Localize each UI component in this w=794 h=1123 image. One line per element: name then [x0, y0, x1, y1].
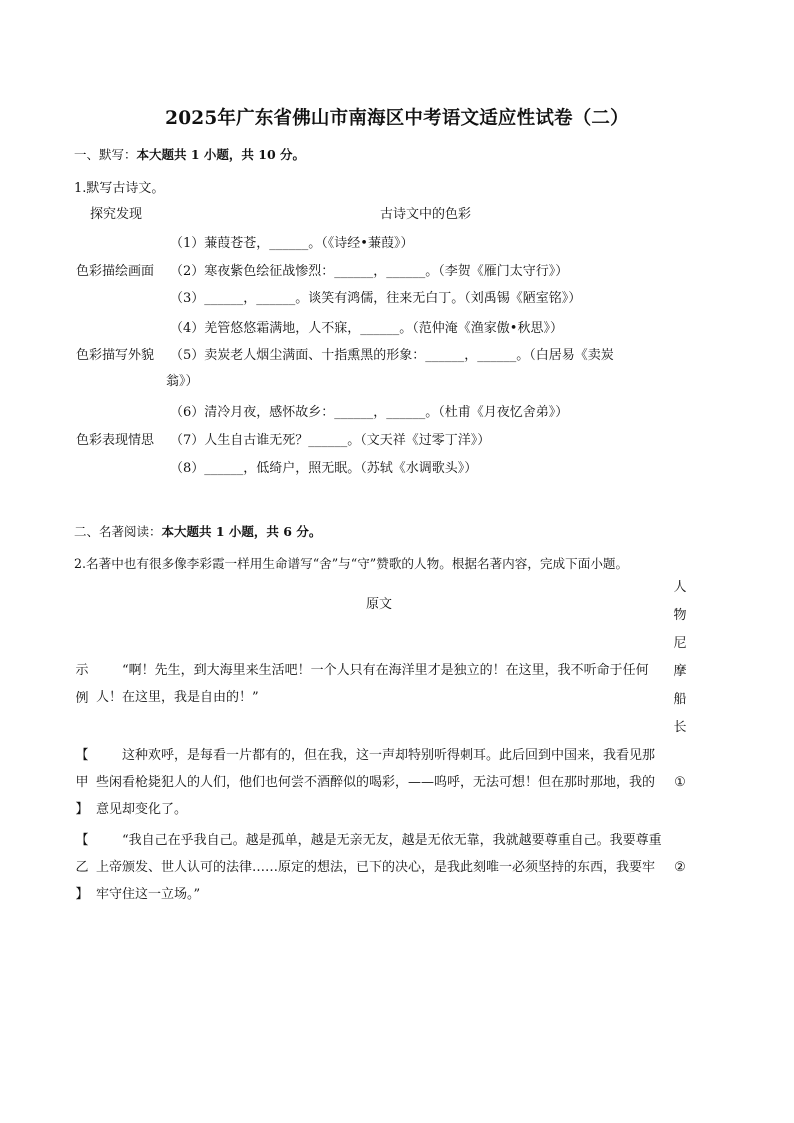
row-person-example-char-4: 长: [673, 720, 687, 735]
row-text-jia: 这种欢呼，是每看一片都有的，但在我，这一声却特别听得刺耳。此后回到中国来，我看见那些闲看枪毙犯人的人们，他们也何尝不酒醉似的喝彩，——呜呼，无法可想！但在那时那地，我的意见却变化了。: [96, 748, 656, 817]
row-label-jia-char-2: 甲: [75, 775, 89, 790]
section1-heading-bold: 本大题共 1 小题，共 10 分。: [136, 147, 306, 162]
row-label-example: [72, 657, 92, 713]
row-person-example: [670, 630, 690, 742]
section2-heading-bold: 本大题共 1 小题，共 6 分。: [161, 524, 322, 539]
group-label-1: 色彩描绘画面: [76, 264, 155, 279]
table-header-original: 原文: [366, 597, 393, 612]
question-2: 2.名著中也有很多像李彩霞一样用生命谱写“舍”与“守”赞歌的人物。根据名著内容，完成下面小题。: [74, 556, 629, 571]
poem-line-1: （1）蒹葭苍苍，______。（《诗经•蒹葭》）: [170, 236, 414, 251]
row-label-yi-char-1: 【: [75, 833, 89, 848]
person-header-char-1: 人: [673, 580, 687, 595]
poem-line-6: （6）清冷月夜，感怀故乡：______，______。（杜甫《月夜忆舍弟》）: [170, 405, 569, 420]
row-label-yi-char-2: 乙: [75, 860, 89, 875]
row-label-jia: [72, 742, 92, 823]
poem-line-2: （2）寒夜紫色绘征战惨烈：______，______。（李贺《雁门太守行》）: [170, 264, 569, 279]
section1-heading-prefix: 一、默写：: [74, 147, 137, 162]
row-person-example-char-2: 摩: [673, 664, 687, 679]
poem-line-5: （5）卖炭老人烟尘满面、十指熏黑的形象：______，______。（白居易《卖炭: [170, 348, 614, 363]
section1-heading: [74, 145, 305, 163]
poem-line-4: （4）羌管悠悠霜满地，人不寐，______。（范仲淹《渔家傲•秋思》）: [170, 321, 563, 336]
person-header-char-2: 物: [673, 608, 687, 623]
table-header-explore: 探究发现: [90, 207, 143, 222]
row-person-example-char-3: 船: [673, 692, 687, 707]
poem-line-8: （8）______，低绮户，照无眠。（苏轼《水调歌头》）: [170, 461, 478, 476]
page-title: 2025年广东省佛山市南海区中考语文适应性试卷（二）: [165, 108, 629, 129]
row-label-jia-char-3: 】: [75, 802, 89, 817]
group-label-3: 色彩表现情思: [76, 433, 155, 448]
row-person-jia: ①: [674, 775, 686, 790]
row-label-yi-char-3: 】: [75, 887, 89, 902]
table-header-person: [670, 574, 690, 630]
poem-line-3: （3）______，______。谈笑有鸿儒，往来无白丁。（刘禹锡《陋室铭》）: [170, 291, 582, 306]
section2-heading: [74, 522, 321, 540]
row-label-jia-char-1: 【: [75, 748, 89, 763]
row-text-example: “啊！先生，到大海里来生活吧！一个人只有在海洋里才是独立的！在这里，我不听命于任何人！在这里，我是自由的！”: [96, 663, 649, 705]
poem-line-5-cont: 翁》）: [166, 374, 199, 389]
row-label-example-char-2: 例: [75, 691, 89, 706]
row-label-example-char-1: 示: [75, 663, 89, 678]
question-1: 1.默写古诗文。: [74, 181, 165, 196]
row-person-example-char-1: 尼: [673, 636, 687, 651]
group-label-2: 色彩描写外貌: [76, 348, 155, 363]
row-person-yi: ②: [674, 860, 686, 875]
table-header-colors: 古诗文中的色彩: [380, 207, 472, 222]
row-label-yi: [72, 827, 92, 908]
row-text-yi: “我自己在乎我自己。越是孤单，越是无亲无友，越是无依无靠，我就越要尊重自己。我要尊重上帝颁发、世人认可的法律……原定的想法，已下的决心，是我此刻唯一必须坚持的东西，我要牢牢守住这一立场。”: [96, 833, 662, 902]
section2-heading-prefix: 二、名著阅读：: [74, 524, 162, 539]
poem-line-7: （7）人生自古谁无死？______。（文天祥《过零丁洋》）: [170, 433, 491, 448]
